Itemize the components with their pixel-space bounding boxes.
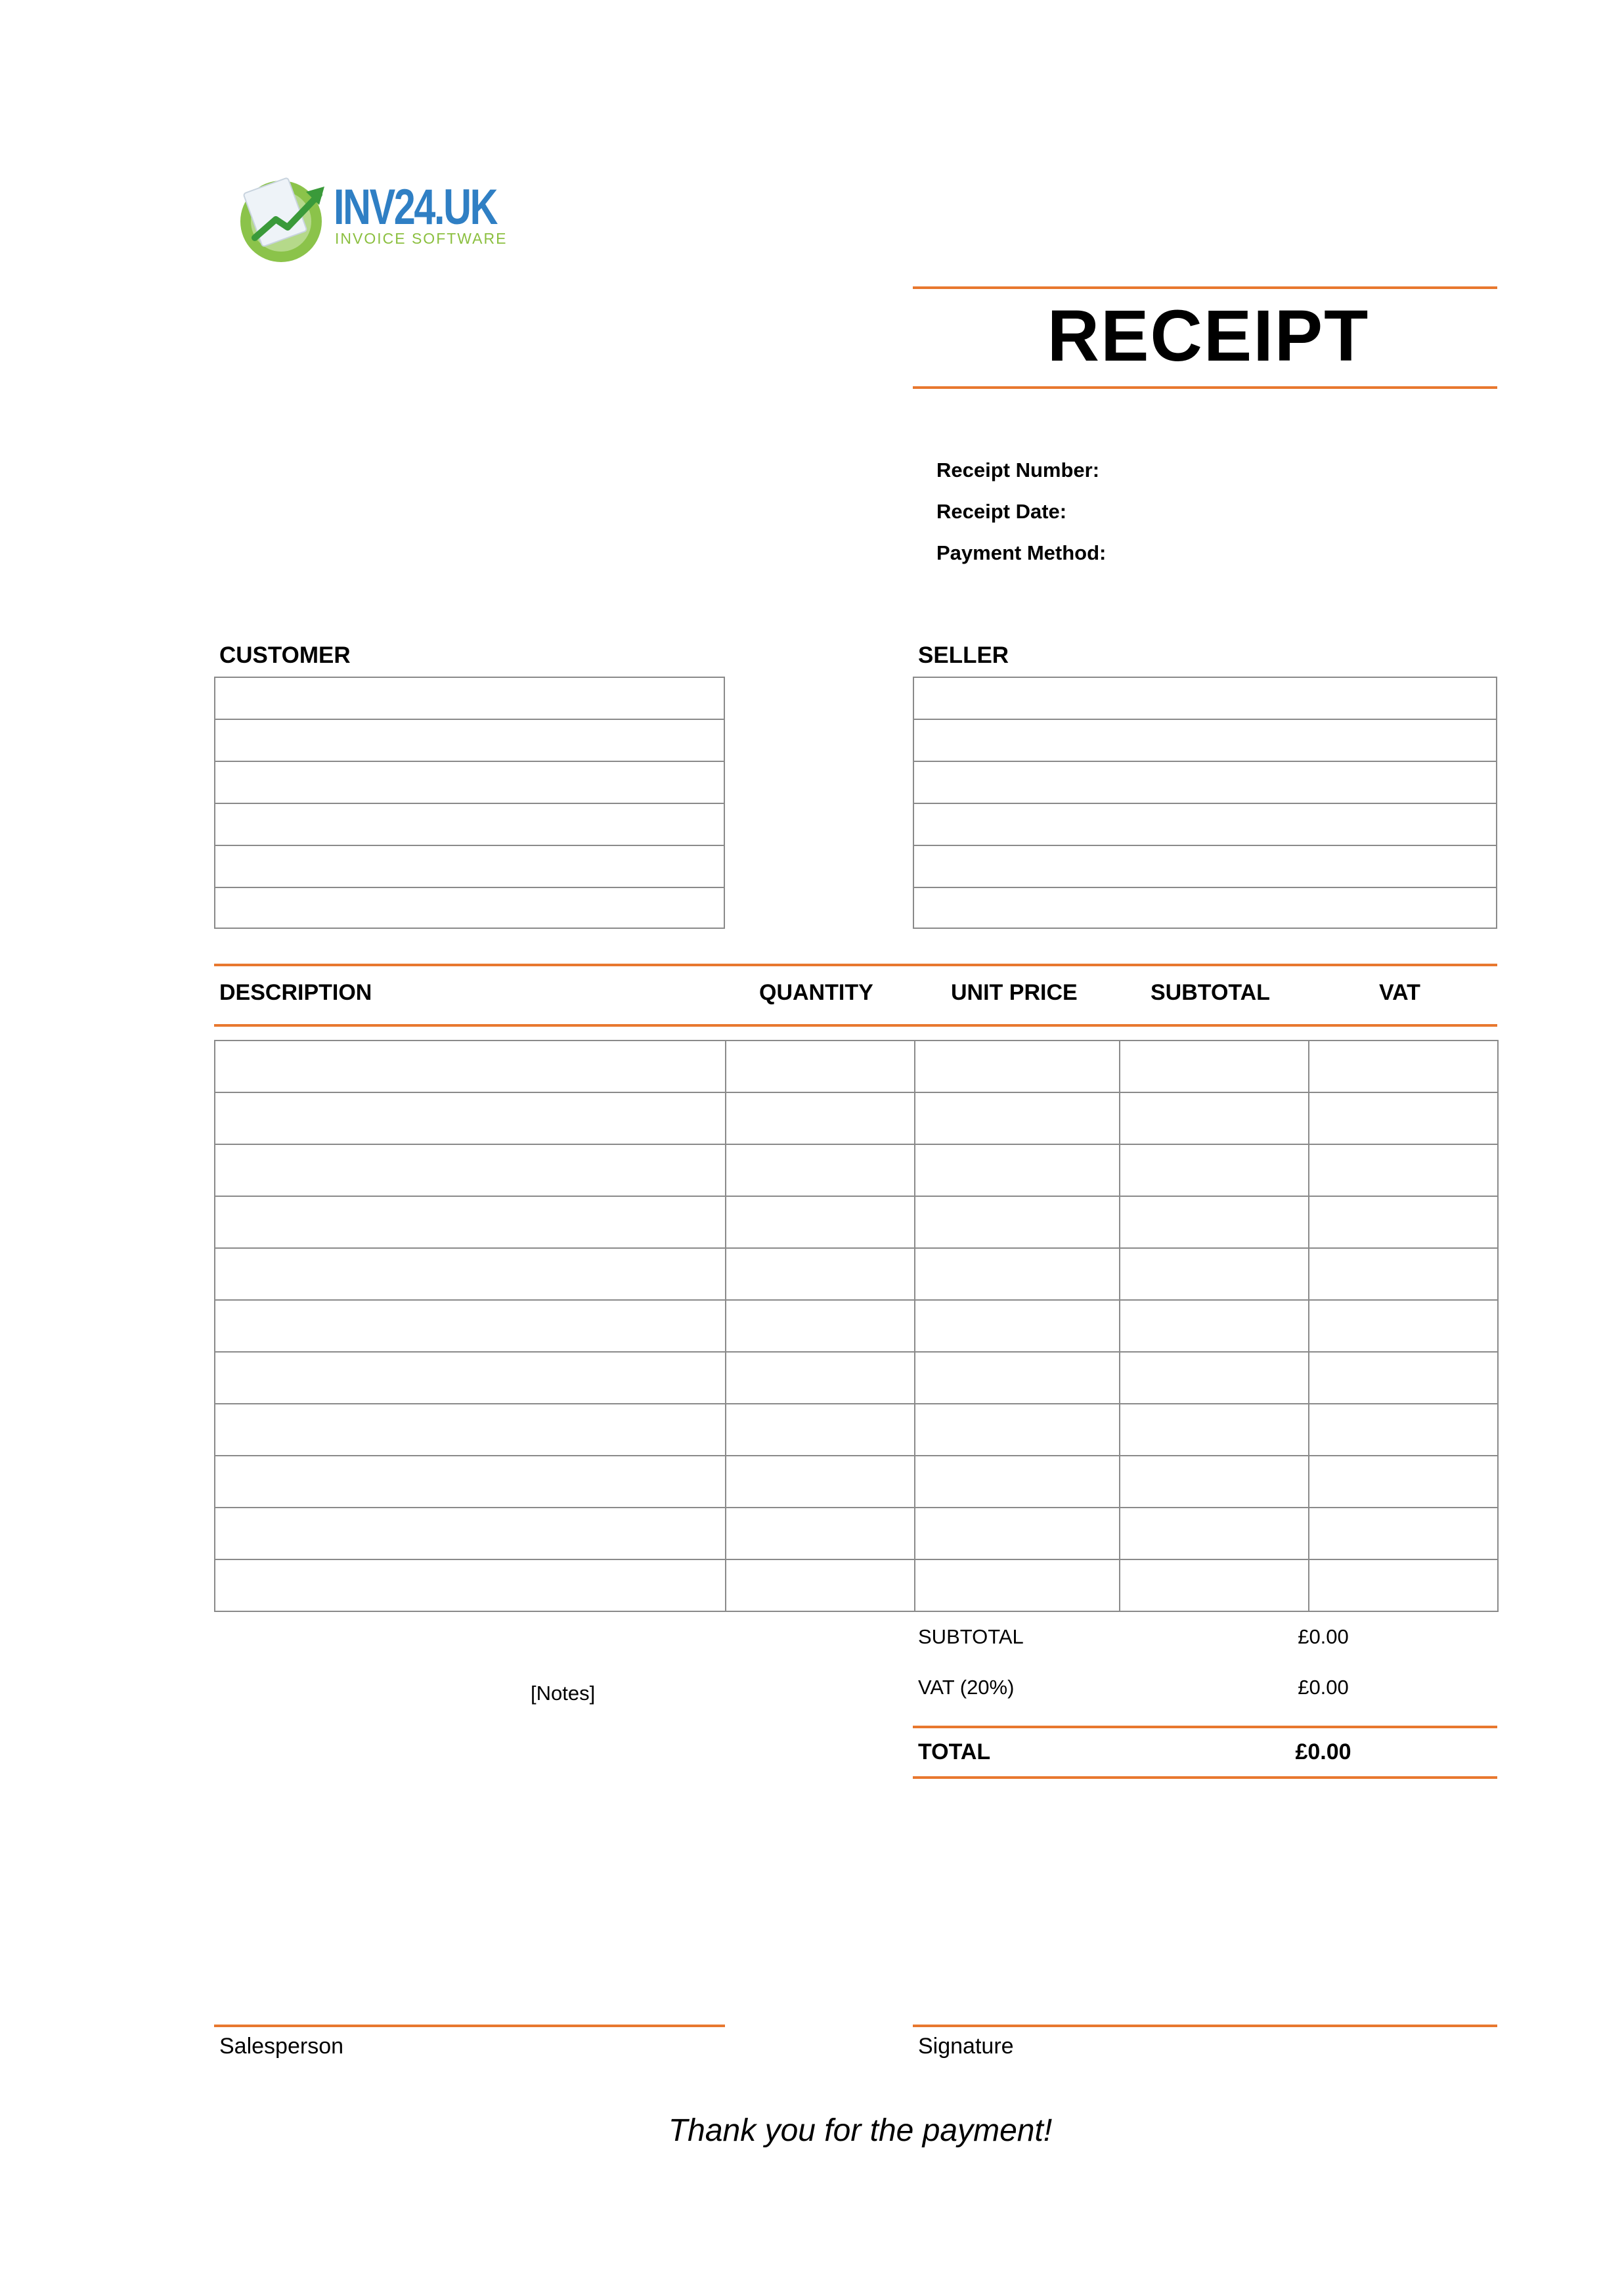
signature-label: Signature: [918, 2034, 1014, 2059]
table-row: [215, 1352, 1498, 1404]
customer-line[interactable]: [215, 804, 724, 846]
table-cell[interactable]: [726, 1300, 915, 1352]
table-cell[interactable]: [1309, 1508, 1498, 1559]
table-row: [215, 1041, 1498, 1092]
table-row: [215, 1456, 1498, 1508]
signature-line[interactable]: [913, 2025, 1497, 2027]
total-top-rule: [913, 1726, 1497, 1728]
logo-emblem-icon: [235, 172, 334, 264]
table-cell[interactable]: [215, 1508, 726, 1559]
table-cell[interactable]: [915, 1508, 1120, 1559]
table-cell[interactable]: [1120, 1041, 1309, 1092]
col-header-subtotal: SUBTOTAL: [1151, 980, 1270, 1005]
table-cell[interactable]: [1309, 1559, 1498, 1611]
table-cell[interactable]: [215, 1144, 726, 1196]
table-cell[interactable]: [915, 1559, 1120, 1611]
table-cell[interactable]: [726, 1196, 915, 1248]
seller-line[interactable]: [914, 678, 1496, 720]
table-cell[interactable]: [726, 1508, 915, 1559]
table-cell[interactable]: [726, 1352, 915, 1404]
table-cell[interactable]: [1309, 1404, 1498, 1456]
table-row: [215, 1196, 1498, 1248]
payment-method-label: Payment Method:: [936, 541, 1107, 564]
customer-line[interactable]: [215, 720, 724, 762]
table-cell[interactable]: [726, 1092, 915, 1144]
table-row: [215, 1092, 1498, 1144]
seller-box: [913, 677, 1497, 929]
table-cell[interactable]: [1120, 1352, 1309, 1404]
table-cell[interactable]: [915, 1404, 1120, 1456]
table-cell[interactable]: [1120, 1404, 1309, 1456]
table-cell[interactable]: [726, 1559, 915, 1611]
table-cell[interactable]: [215, 1456, 726, 1508]
table-cell[interactable]: [915, 1456, 1120, 1508]
table-cell[interactable]: [1309, 1456, 1498, 1508]
table-cell[interactable]: [1120, 1248, 1309, 1300]
table-row: [215, 1144, 1498, 1196]
col-header-vat: VAT: [1379, 980, 1420, 1005]
table-row: [215, 1248, 1498, 1300]
logo-wordmark: INV24.UK: [334, 179, 497, 235]
seller-line[interactable]: [914, 846, 1496, 888]
table-cell[interactable]: [915, 1196, 1120, 1248]
thank-you-message: Thank you for the payment!: [668, 2113, 1053, 2148]
page-title: RECEIPT: [1047, 296, 1370, 376]
receipt-date-label: Receipt Date:: [936, 500, 1067, 523]
table-cell[interactable]: [1120, 1092, 1309, 1144]
seller-line[interactable]: [914, 762, 1496, 804]
table-cell[interactable]: [215, 1352, 726, 1404]
table-cell[interactable]: [1309, 1196, 1498, 1248]
seller-line[interactable]: [914, 720, 1496, 762]
customer-heading: CUSTOMER: [219, 642, 351, 668]
table-cell[interactable]: [215, 1404, 726, 1456]
table-cell[interactable]: [215, 1300, 726, 1352]
col-header-quantity: QUANTITY: [759, 980, 873, 1005]
items-table: [214, 1040, 1499, 1612]
table-cell[interactable]: [915, 1092, 1120, 1144]
table-cell[interactable]: [915, 1300, 1120, 1352]
title-top-rule: [913, 286, 1497, 289]
table-cell[interactable]: [915, 1144, 1120, 1196]
table-cell[interactable]: [726, 1248, 915, 1300]
title-bottom-rule: [913, 386, 1497, 389]
table-row: [215, 1404, 1498, 1456]
items-header-top-rule: [214, 964, 1497, 966]
table-cell[interactable]: [915, 1248, 1120, 1300]
table-cell[interactable]: [726, 1456, 915, 1508]
table-cell[interactable]: [726, 1144, 915, 1196]
customer-line[interactable]: [215, 846, 724, 888]
table-cell[interactable]: [1120, 1508, 1309, 1559]
table-cell[interactable]: [1120, 1196, 1309, 1248]
table-row: [215, 1559, 1498, 1611]
table-cell[interactable]: [1120, 1559, 1309, 1611]
table-cell[interactable]: [1120, 1300, 1309, 1352]
table-cell[interactable]: [1309, 1352, 1498, 1404]
customer-line[interactable]: [215, 678, 724, 720]
total-value: £0.00: [1295, 1739, 1351, 1764]
salesperson-label: Salesperson: [219, 2034, 344, 2059]
customer-box: [214, 677, 725, 929]
table-cell[interactable]: [915, 1352, 1120, 1404]
seller-heading: SELLER: [918, 642, 1009, 668]
table-cell[interactable]: [215, 1041, 726, 1092]
seller-line[interactable]: [914, 888, 1496, 928]
salesperson-line[interactable]: [214, 2025, 725, 2027]
table-cell[interactable]: [215, 1248, 726, 1300]
table-cell[interactable]: [1309, 1041, 1498, 1092]
table-cell[interactable]: [1120, 1456, 1309, 1508]
table-cell[interactable]: [1309, 1144, 1498, 1196]
col-header-description: DESCRIPTION: [219, 980, 372, 1005]
table-cell[interactable]: [1309, 1248, 1498, 1300]
table-cell[interactable]: [726, 1404, 915, 1456]
table-cell[interactable]: [1309, 1300, 1498, 1352]
table-cell[interactable]: [215, 1559, 726, 1611]
customer-line[interactable]: [215, 888, 724, 928]
total-bottom-rule: [913, 1776, 1497, 1779]
items-header-bottom-rule: [214, 1024, 1497, 1027]
table-row: [215, 1508, 1498, 1559]
logo-tagline: INVOICE SOFTWARE: [335, 230, 508, 247]
vat-value: £0.00: [1298, 1676, 1349, 1699]
notes-text[interactable]: [Notes]: [531, 1682, 596, 1705]
col-header-unit-price: UNIT PRICE: [951, 980, 1078, 1005]
subtotal-label: SUBTOTAL: [918, 1625, 1024, 1648]
table-cell[interactable]: [215, 1092, 726, 1144]
table-cell[interactable]: [1120, 1144, 1309, 1196]
table-row: [215, 1300, 1498, 1352]
table-cell[interactable]: [915, 1041, 1120, 1092]
table-cell[interactable]: [215, 1196, 726, 1248]
total-label: TOTAL: [918, 1739, 991, 1764]
customer-line[interactable]: [215, 762, 724, 804]
vat-label: VAT (20%): [918, 1676, 1015, 1699]
table-cell[interactable]: [726, 1041, 915, 1092]
table-cell[interactable]: [1309, 1092, 1498, 1144]
subtotal-value: £0.00: [1298, 1625, 1349, 1648]
receipt-number-label: Receipt Number:: [936, 459, 1100, 481]
seller-line[interactable]: [914, 804, 1496, 846]
